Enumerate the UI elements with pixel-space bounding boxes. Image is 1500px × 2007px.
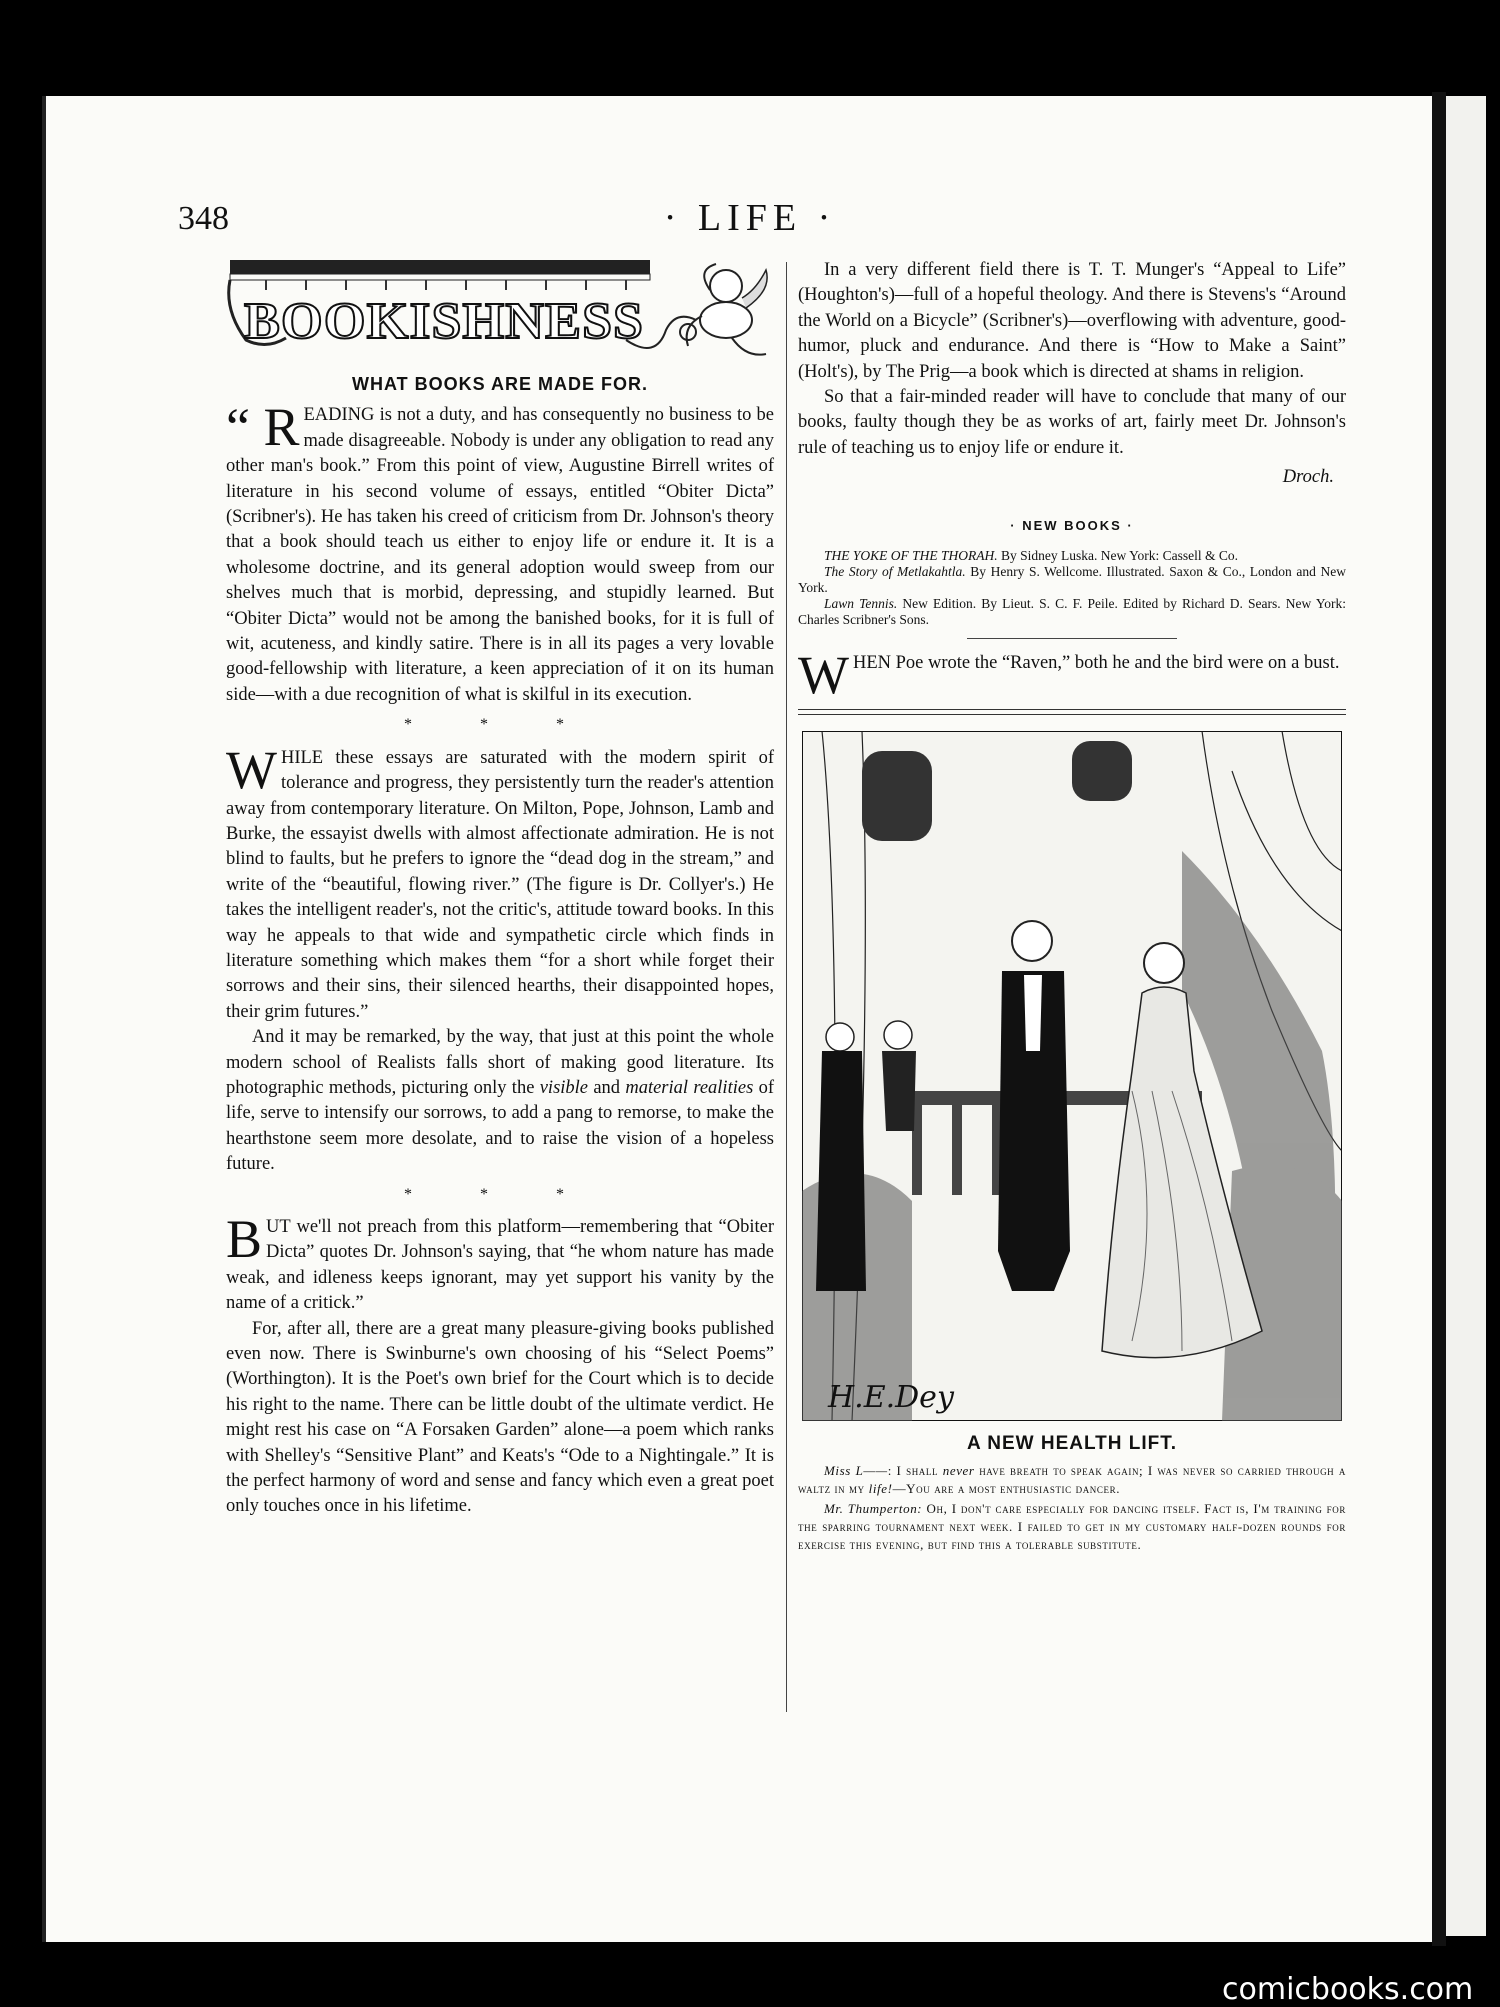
new-books-heading: · NEW BOOKS · <box>1010 517 1134 533</box>
paragraph-5: For, after all, there are a great many pleasure-giving books published even now. There is Swinburne's own choosing of his “Select Poems” (Worthington). It is the Poet's own brief for the Court which is to decide his right to the name. There can be little doubt of the ultimate verdict. He might rest his case on “A Forsaken Garden” alone—a poem which ranks with Shelley's “Sensitive Plant” and Keats's “Ode to a Nightingale.” It is the perfect harmony of word and sense and fancy which even a great poet only touches once in his lifetime. <box>226 1318 774 1517</box>
poe-joke: WHEN Poe wrote the “Raven,” both he and the bird were on a bust. <box>798 645 1340 706</box>
page-edge <box>1432 92 1446 1946</box>
article-signature: Droch. <box>1282 467 1334 488</box>
article-heading: WHAT BOOKS ARE MADE FOR. <box>352 374 648 394</box>
next-page-sliver <box>1446 96 1486 1936</box>
drop-cap: W <box>798 645 849 706</box>
cartoon-dialogue <box>798 1462 1346 1554</box>
short-rule <box>967 638 1177 639</box>
paragraph-7: So that a fair-minded reader will have to conclude that many of our books, faulty though they be as works of art, fairly meet Dr. Johnson's rule of teaching us to enjoy life or endure it. <box>798 387 1346 458</box>
paragraph-4: BUT we'll not preach from this platform—remembering that “Obiter Dicta” quotes Dr. Johnson's saying, that “he whom nature has made weak, and idleness keeps ignorant, may yet support his vanity by the name of a critick.” <box>226 1209 774 1314</box>
right-column <box>798 258 1346 1556</box>
drop-cap: W <box>226 739 277 800</box>
dialogue-line-1: Miss L——: I shall never have breath to speak again; I was never so carried through a waltz in my life!—You are a most enthusiastic dancer. <box>798 1463 1346 1497</box>
magazine-title: · LIFE · <box>663 197 837 239</box>
ballroom-drawing <box>802 731 1342 1421</box>
book-listing: THE YOKE OF THE THORAH. By Sidney Luska. New York: Cassell & Co. <box>824 548 1239 564</box>
drop-cap: “ R <box>226 397 300 458</box>
paragraph-6: In a very different field there is T. T. Munger's “Appeal to Life” (Houghton's)—full of a hopeful theology. And there is Stevens's “Around the World on a Bicycle” (Scribner's)—overflowing with adventure, good-humor, pluck and endurance. And there is “How to Make a Saint” (Holt's), by The Prig—a book which is directed at shams in religion. <box>798 260 1346 382</box>
page-number: 348 <box>178 200 229 237</box>
column-divider <box>786 262 787 1712</box>
dialogue-line-2: Mr. Thumperton: Oh, I don't care especially for dancing itself. Fact is, I'm training for the sparring tournament next week. I failed to get in my customary half-dozen rounds for exercise this evening, but find this a tolerable substitute. <box>798 1501 1346 1553</box>
site-watermark: comicbooks.com <box>1222 1972 1474 2007</box>
book-listing: The Story of Metlakahtla. By Henry S. Wellcome. Illustrated. Saxon & Co., London and New York. <box>798 564 1346 596</box>
banner-art <box>226 250 774 368</box>
section-break: * * * <box>404 716 596 734</box>
paragraph-1: “ R EADING is not a duty, and has consequently no business to be made disagreeable. Nobody is under any obligation to read any other man's book.” From this point of view, Augustine Birrell writes of literature in his second volume of essays, entitled “Obiter Dicta” (Scribner's). He has taken his creed of criticism from Dr. Johnson's theory that a book should teach us either to enjoy life or endure it. It is a wholesome doctrine, and its general adoption would sweep from our shelves much that is morbid, depressing, and stupidly learned. But “Obiter Dicta” would not be among the banished books, for it is full of wit, acuteness, and kindly satire. There is in all its pages a very lovable good-fellowship with literature, a keen appreciation of it on its human side—with a due recognition of what is skilful in its execution. <box>226 397 774 705</box>
double-rule <box>798 709 1346 715</box>
artist-signature: H.E.Dey <box>828 1380 954 1416</box>
cartoon-caption: A NEW HEALTH LIFT. <box>966 1433 1178 1455</box>
drop-cap: B <box>226 1209 263 1269</box>
bookishness-banner <box>226 250 774 368</box>
cartoon-illustration <box>802 731 1342 1421</box>
banner-word: BOOKISHNESS <box>244 293 644 350</box>
paragraph-3: And it may be remarked, by the way, that just at this point the whole modern school of Realists falls short of making good literature. Its photographic methods, picturing only the visible and material realities of life, serve to intensify our sorrows, to add a pang to remorse, to make the hearthstone seem more desolate, and to raise the vision of a hopeless future. <box>226 1027 774 1175</box>
section-break: * * * <box>404 1185 596 1203</box>
paragraph-2: WHILE these essays are saturated with the modern spirit of tolerance and progress, they persistently turn the reader's attention away from contemporary literature. On Milton, Pope, Johnson, Lamb and Burke, the essayist dwells with almost affectionate admiration. He is not blind to faults, but he prefers to ignore the “dead dog in the stream,” and write of the “beautiful, flowing river.” (The figure is Dr. Collyer's.) He takes the intelligent reader's, not the critic's, attitude toward books. In this way he appeals to that wide and sympathetic circle which finds in literature something which makes them “for a short while forget their sorrows and their sins, their silenced hearths, their disappointed hopes, their grim futures.” <box>226 739 774 1022</box>
book-listing: Lawn Tennis. New Edition. By Lieut. S. C. F. Peile. Edited by Richard D. Sears. New York: Charles Scribner's Sons. <box>798 596 1347 628</box>
left-column <box>226 250 774 1520</box>
